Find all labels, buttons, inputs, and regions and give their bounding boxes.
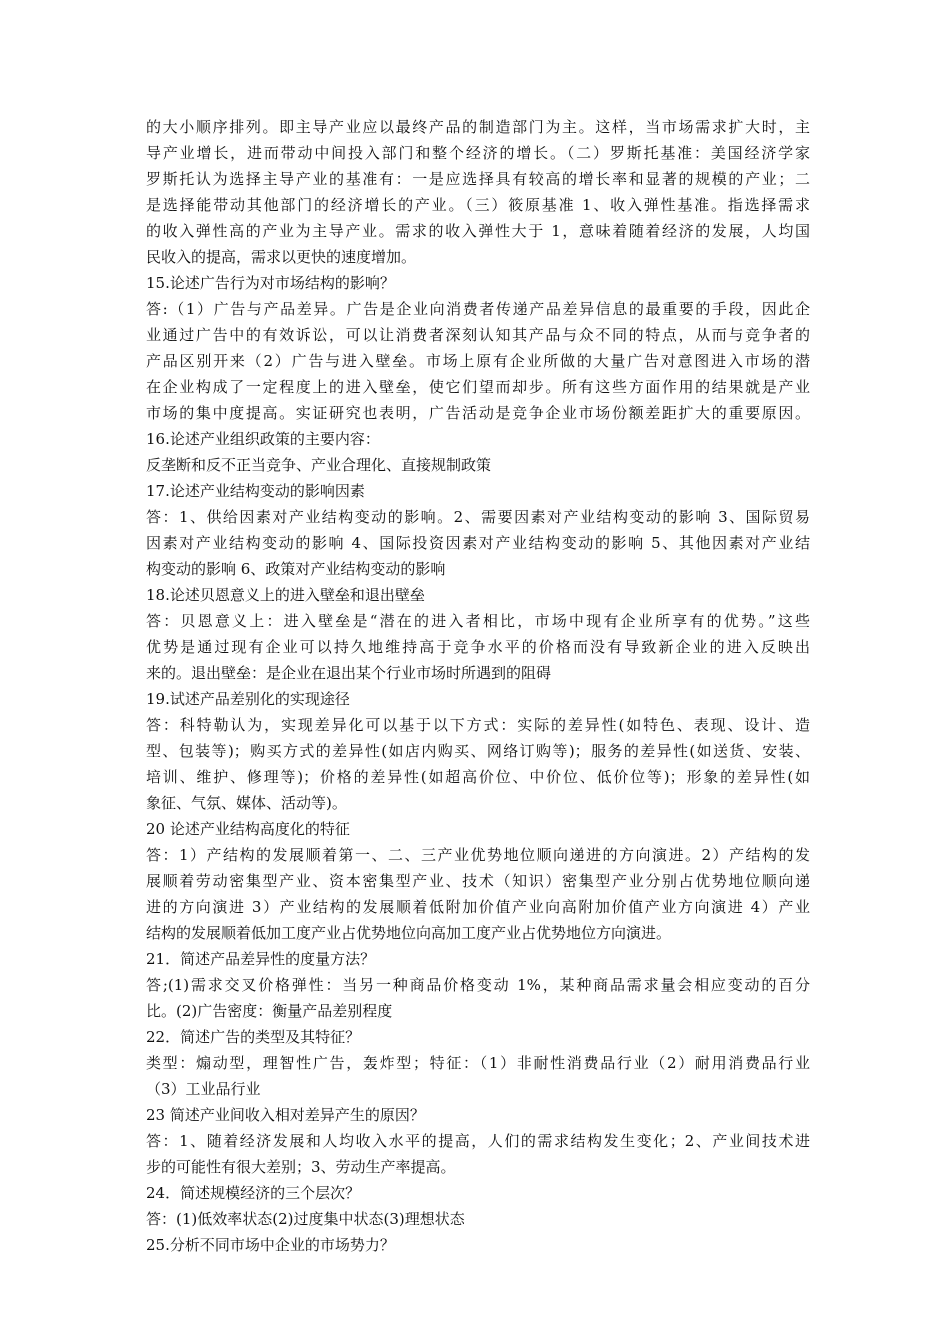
- text-line: 导产业增长，进而带动中间投入部门和整个经济的增长。（二）罗斯托基准：美国经济学家: [146, 144, 810, 162]
- text-line: 答：(1)低效率状态(2)过度集中状态(3)理想状态: [146, 1210, 465, 1228]
- text-line: 在企业构成了一定程度上的进入壁垒，使它们望而却步。所有这些方面作用的结果就是产业: [146, 378, 810, 396]
- text-line: 步的可能性有很大差别；3、劳动生产率提高。: [146, 1158, 456, 1176]
- text-line: 答：科特勒认为，实现差异化可以基于以下方式：实际的差异性(如特色、表现、设计、造: [146, 716, 810, 734]
- text-line: 答：1）产结构的发展顺着第一、二、三产业优势地位顺向递进的方向演进。2）产结构的发: [146, 846, 810, 864]
- text-line: 优势是通过现有企业可以持久地维持高于竞争水平的价格而没有导致新企业的进入反映出: [146, 638, 810, 656]
- text-line: 16.论述产业组织政策的主要内容：: [146, 430, 380, 448]
- text-line: 展顺着劳动密集型产业、资本密集型产业、技术（知识）密集型产业分别占优势地位顺向递: [146, 872, 810, 890]
- text-line: 产品区别开来（2）广告与进入壁垒。市场上原有企业所做的大量广告对意图进入市场的潜: [146, 352, 810, 370]
- text-line: 构变动的影响 6、政策对产业结构变动的影响: [146, 560, 446, 578]
- text-line: 23 简述产业间收入相对差异产生的原因？: [146, 1106, 425, 1124]
- text-line: 因素对产业结构变动的影响 4、国际投资因素对产业结构变动的影响 5、其他因素对产业结: [146, 534, 810, 552]
- text-line: 比。(2)广告密度：衡量产品差别程度: [146, 1002, 393, 1020]
- text-line: 类型：煽动型，理智性广告，轰炸型；特征：（1）非耐性消费品行业（2）耐用消费品行业: [146, 1054, 810, 1072]
- text-line: 是选择能带动其他部门的经济增长的产业。（三）筱原基准 1、收入弹性基准。指选择需求: [146, 196, 810, 214]
- document-body: [146, 114, 810, 1258]
- text-line: 的收入弹性高的产业为主导产业。需求的收入弹性大于 1，意味着随着经济的发展，人均国: [146, 222, 810, 240]
- text-line: 市场的集中度提高。实证研究也表明，广告活动是竞争企业市场份额差距扩大的重要原因。: [146, 404, 810, 422]
- text-line: 17.论述产业结构变动的影响因素: [146, 482, 365, 500]
- text-line: （3）工业品行业: [146, 1080, 261, 1098]
- text-line: 答：1、随着经济发展和人均收入水平的提高，人们的需求结构发生变化；2、产业间技术进: [146, 1132, 810, 1150]
- text-line: 的大小顺序排列。即主导产业应以最终产品的制造部门为主。这样，当市场需求扩大时，主: [146, 118, 810, 136]
- text-line: 象征、气氛、媒体、活动等)。: [146, 794, 347, 812]
- text-line: 18.论述贝恩意义上的进入壁垒和退出壁垒: [146, 586, 425, 604]
- text-line: 进的方向演进 3）产业结构的发展顺着低附加价值产业向高附加价值产业方向演进 4）产业: [146, 898, 810, 916]
- text-line: 反垄断和反不正当竞争、产业合理化、直接规制政策: [146, 456, 492, 474]
- text-line: 答:（1）广告与产品差异。广告是企业向消费者传递产品差异信息的最重要的手段，因此企: [146, 300, 810, 318]
- text-line: 答：贝恩意义上：进入壁垒是“潜在的进入者相比，市场中现有企业所享有的优势。”这些: [146, 612, 810, 630]
- text-line: 结构的发展顺着低加工度产业占优势地位向高加工度产业占优势地位方向演进。: [146, 924, 672, 942]
- text-line: 24．简述规模经济的三个层次？: [146, 1184, 361, 1202]
- text-line: 民收入的提高，需求以更快的速度增加。: [146, 248, 417, 266]
- text-line: 业通过广告中的有效诉讼，可以让消费者深刻认知其产品与众不同的特点，从而与竞争者的: [146, 326, 810, 344]
- text-line: 20 论述产业结构高度化的特征: [146, 820, 350, 838]
- text-line: 15.论述广告行为对市场结构的影响？: [146, 274, 395, 292]
- text-line: 型、包装等)；购买方式的差异性(如店内购买、网络订购等)；服务的差异性(如送货、安装、: [146, 742, 810, 760]
- text-line: 来的。退出壁垒：是企业在退出某个行业市场时所遇到的阻碍: [146, 664, 552, 682]
- text-line: 答;(1)需求交叉价格弹性：当另一种商品价格变动 1%，某种商品需求量会相应变动的百分: [146, 976, 810, 994]
- text-line: 22．简述广告的类型及其特征？: [146, 1028, 361, 1046]
- text-line: 19.试述产品差别化的实现途径: [146, 690, 350, 708]
- text-line: 培训、维护、修理等)；价格的差异性(如超高价位、中价位、低价位等)；形象的差异性(如: [146, 768, 810, 786]
- text-line: 罗斯托认为选择主导产业的基准有：一是应选择具有较高的增长率和显著的规模的产业；二: [146, 170, 810, 188]
- text-line: 25.分析不同市场中企业的市场势力？: [146, 1236, 395, 1254]
- text-line: 答：1、供给因素对产业结构变动的影响。2、需要因素对产业结构变动的影响 3、国际贸易: [146, 508, 810, 526]
- text-line: 21．简述产品差异性的度量方法？: [146, 950, 376, 968]
